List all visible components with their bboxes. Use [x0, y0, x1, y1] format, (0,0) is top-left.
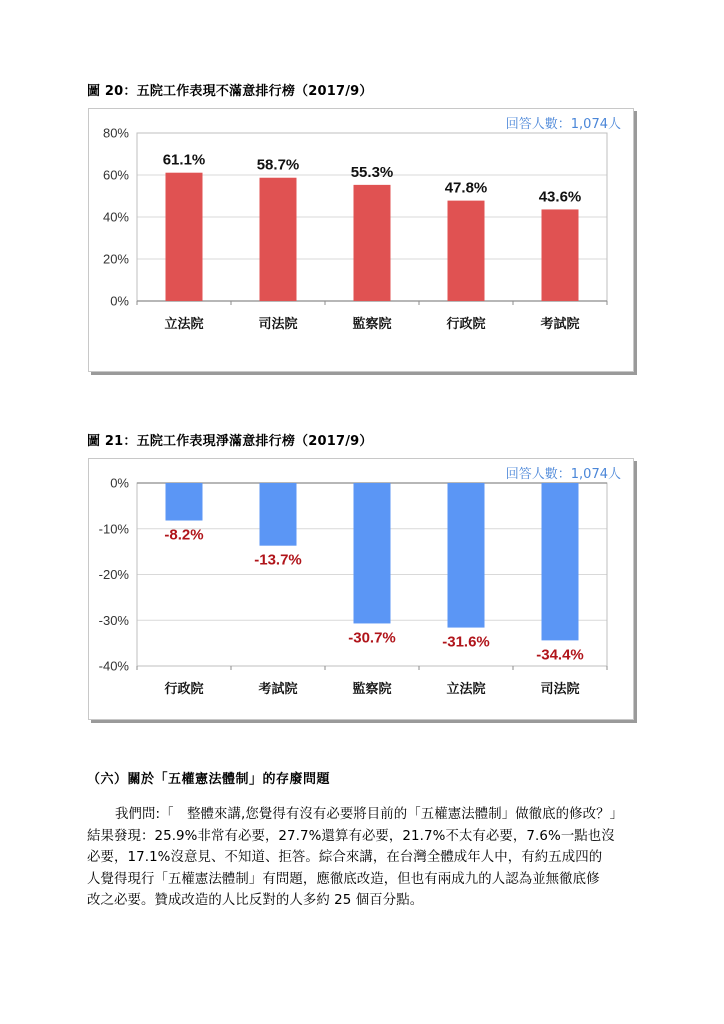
data-label: -34.4%: [536, 646, 584, 664]
data-label: -30.7%: [348, 629, 396, 647]
y-tick-label: 40%: [102, 209, 129, 225]
figure-21-respondents: 回答人數：1,074人: [505, 467, 621, 482]
section-body: [87, 804, 657, 912]
data-label: -13.7%: [254, 551, 302, 569]
y-tick-label: -40%: [98, 658, 129, 674]
figure-20-chart: [88, 108, 634, 372]
y-tick-label: 0%: [110, 475, 129, 491]
data-label: 47.8%: [444, 179, 488, 197]
category-label: 司法院: [540, 682, 580, 697]
y-tick-label: -20%: [98, 567, 129, 582]
y-tick-label: 60%: [102, 167, 129, 183]
section-heading: （六）關於「五權憲法體制」的存廢問題: [87, 772, 331, 787]
category-label: 司法院: [258, 317, 298, 332]
y-tick-label: -30%: [98, 612, 129, 628]
bar: [354, 185, 391, 301]
data-label: 43.6%: [538, 188, 582, 206]
bar: [448, 201, 485, 301]
body-line: 必要，17.1%沒意見、不知道、拒答。綜合來講，在台灣全體成年人中，有約五成四的: [87, 850, 603, 865]
bar: [260, 178, 297, 301]
data-label: -8.2%: [164, 526, 204, 544]
category-label: 監察院: [352, 682, 392, 697]
body-line: 我們問:「 整體來講,您覺得有沒有必要將目前的「五權憲法體制」做徹底的修改？」: [115, 807, 624, 822]
category-label: 行政院: [164, 682, 204, 697]
data-label: 61.1%: [162, 151, 206, 169]
category-label: 立法院: [446, 682, 486, 697]
bar: [260, 483, 297, 546]
bar: [166, 173, 203, 301]
bar: [354, 483, 391, 623]
figure-20-caption: 圖 20：五院工作表現不滿意排行榜（2017/9）: [87, 84, 373, 99]
bar: [166, 483, 203, 521]
category-label: 行政院: [446, 317, 486, 332]
category-label: 考試院: [540, 317, 580, 332]
data-label: 55.3%: [350, 163, 394, 181]
figure-21-svg: [89, 459, 633, 719]
body-line: 人覺得現行「五權憲法體制」有問題，應徹底改造，但也有兩成九的人認為並無徹底修: [87, 871, 600, 887]
y-tick-label: 0%: [110, 293, 129, 309]
y-tick-label: 80%: [102, 125, 129, 141]
bar: [542, 209, 579, 301]
data-label: 58.7%: [256, 156, 300, 174]
figure-21-caption: 圖 21：五院工作表現淨滿意排行榜（2017/9）: [87, 434, 373, 449]
figure-21-chart: [88, 458, 634, 720]
bar: [448, 483, 485, 628]
bar: [542, 483, 579, 640]
figure-20-svg: [89, 109, 633, 371]
category-label: 立法院: [164, 317, 204, 332]
y-tick-label: 20%: [102, 251, 129, 267]
body-line: 結果發現：25.9%非常有必要，27.7%還算有必要，21.7%不太有必要，7.6%一點也沒: [87, 828, 615, 844]
body-line: 改之必要。贊成改造的人比反對的人多約 25 個百分點。: [87, 893, 424, 908]
category-label: 考試院: [258, 682, 298, 697]
y-tick-label: -10%: [98, 521, 129, 537]
category-label: 監察院: [352, 317, 392, 332]
figure-20-respondents: 回答人數：1,074人: [505, 117, 621, 132]
data-label: -31.6%: [442, 633, 490, 651]
